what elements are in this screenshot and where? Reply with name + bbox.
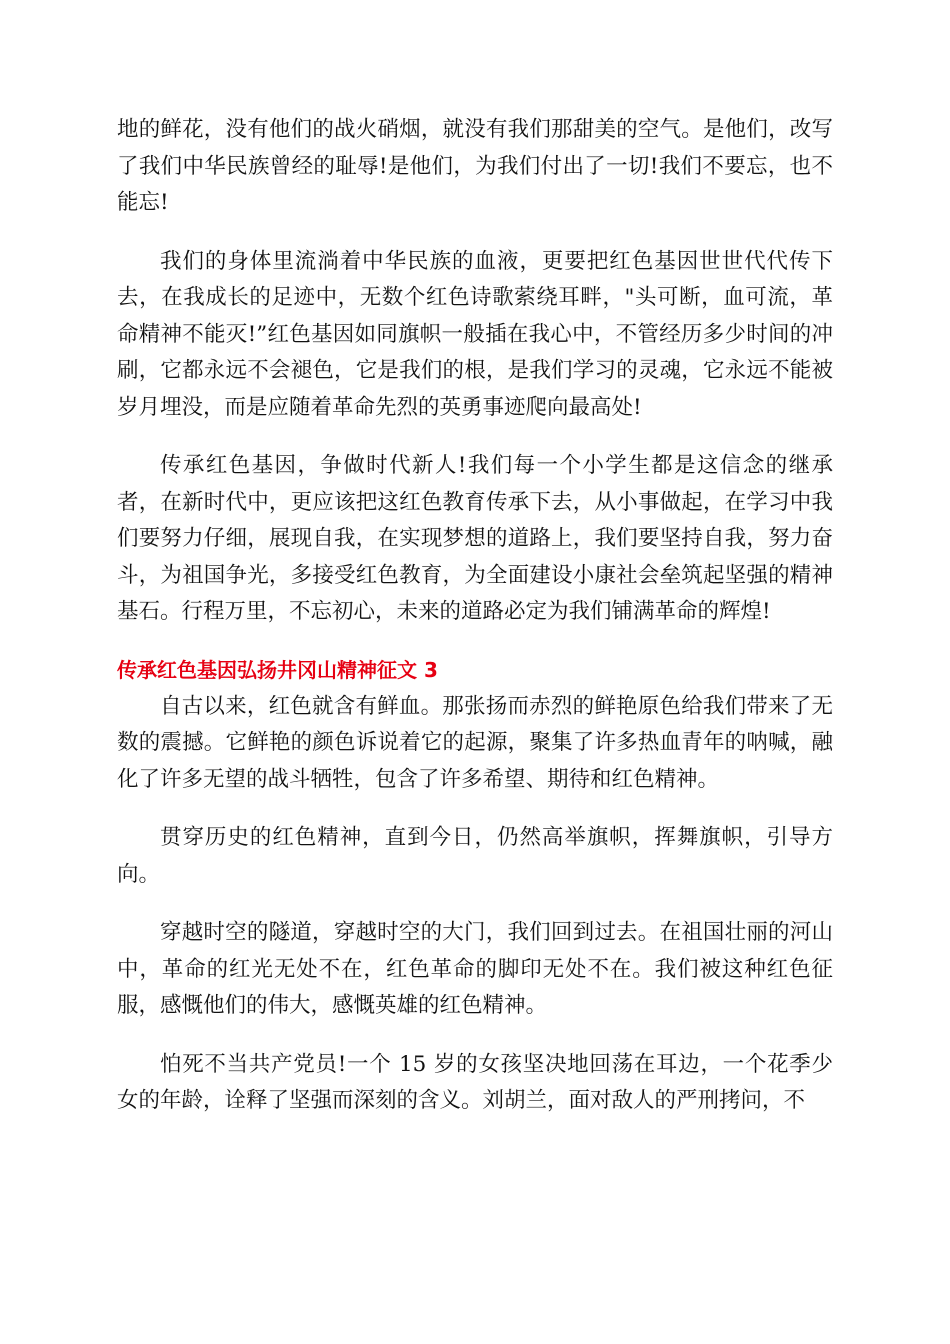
paragraph: 贯穿历史的红色精神，直到今日，仍然高举旗帜，挥舞旗帜，引导方向。 <box>117 825 833 887</box>
paragraph: 怕死不当共产党员!一个 15 岁的女孩坚决地回荡在耳边，一个花季少女的年龄，诠释了坚强而深刻的含义。刘胡兰，面对敌人的严刑拷问，不 <box>117 1051 833 1113</box>
paragraph-continued: 地的鲜花，没有他们的战火硝烟，就没有我们那甜美的空气。是他们，改写了我们中华民族曾经的耻辱!是他们，为我们付出了一切!我们不要忘，也不能忘! <box>117 117 833 215</box>
paragraph: 穿越时空的隧道，穿越时空的大门，我们回到过去。在祖国壮丽的河山中，革命的红光无处不在，红色革命的脚印无处不在。我们被这种红色征服，感慨他们的伟大，感慨英雄的红色精神。 <box>117 920 833 1018</box>
paragraph: 传承红色基因，争做时代新人!我们每一个小学生都是这信念的继承者，在新时代中，更应该把这红色教育传承下去，从小事做起，在学习中我们要努力仔细，展现自我，在实现梦想的道路上，我们要坚持自我，努力奋斗，为祖国争光，多接受红色教育，为全面建设小康社会垒筑起坚强的精神基石。行程万里，不忘初心，未来的道路必定为我们铺满革命的辉煌! <box>117 453 833 624</box>
paragraph: 自古以来，红色就含有鲜血。那张扬而赤烈的鲜艳原色给我们带来了无数的震撼。它鲜艳的颜色诉说着它的起源，聚集了许多热血青年的呐喊，融化了许多无望的战斗牺牲，包含了许多希望、期待和红色精神。 <box>117 693 833 792</box>
section-heading: 传承红色基因弘扬井冈山精神征文 3 <box>117 657 438 682</box>
document-body <box>117 112 833 1142</box>
paragraph: 我们的身体里流淌着中华民族的血液，更要把红色基因世世代代传下去，在我成长的足迹中，无数个红色诗歌萦绕耳畔，"头可断，血可流，革命精神不能灭!”红色基因如同旗帜一般插在我心中，不管经历多少时间的冲刷，它都永远不会褪色，它是我们的根，是我们学习的灵魂，它永远不能被岁月埋没，而是应随着革命先烈的英勇事迹爬向最高处! <box>117 248 833 420</box>
